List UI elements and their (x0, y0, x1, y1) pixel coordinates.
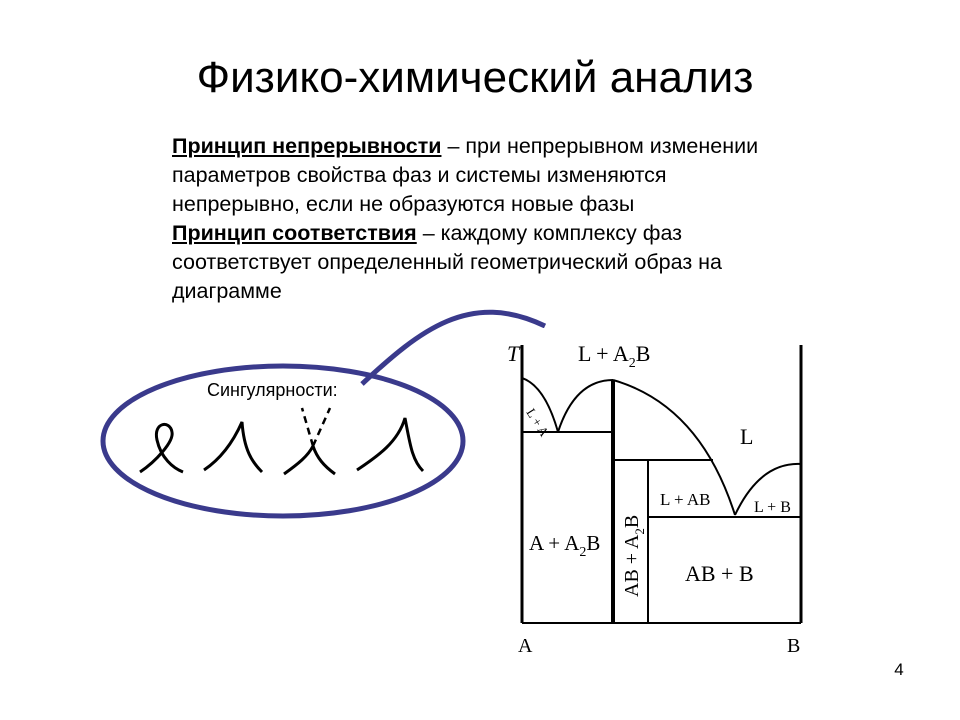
region-ab-plus-a2b: AB + $A_2B$ (621, 514, 647, 597)
region-l: L (740, 424, 754, 449)
phase-diagram (522, 328, 802, 628)
principle-correspondence-text: – каждому комплексу фаз соответствует определенный геометрический образ на диаграмме (172, 221, 722, 303)
region-l-plus-b: L + B (754, 499, 791, 516)
slide-title: Физико-химический анализ (196, 53, 754, 102)
axis-t-label: T (507, 341, 520, 366)
region-ab-plus-b: AB + B (685, 561, 754, 586)
loop-singularity-curve (140, 424, 183, 472)
branch-singularity-curve (284, 446, 335, 474)
principle-correspondence-term: Принцип соответствия (172, 221, 417, 245)
peak-singularity-curve (357, 418, 423, 471)
singularities-label: Сингулярности: (207, 380, 338, 400)
singularities-callout (103, 312, 545, 516)
cusp-singularity-curve (204, 422, 262, 472)
region-l-plus-a2b: $L + A_2B$ (578, 341, 651, 371)
page-number: 4 (894, 660, 904, 679)
region-l-plus-ab: L + AB (660, 490, 711, 509)
branch-singularity-dashes (302, 408, 330, 446)
region-a-plus-a2b: $A + A_2B$ (529, 531, 601, 560)
principle-continuity-text: – при непрерывном изменении параметров свойства фаз и системы изменяются непрерывно, если не образуются новые фазы (172, 134, 759, 216)
region-l-plus-a: L + A (523, 405, 553, 440)
component-a-label: A (518, 635, 533, 657)
principle-continuity-term: Принцип непрерывности (172, 134, 442, 158)
component-b-label: B (787, 635, 801, 657)
